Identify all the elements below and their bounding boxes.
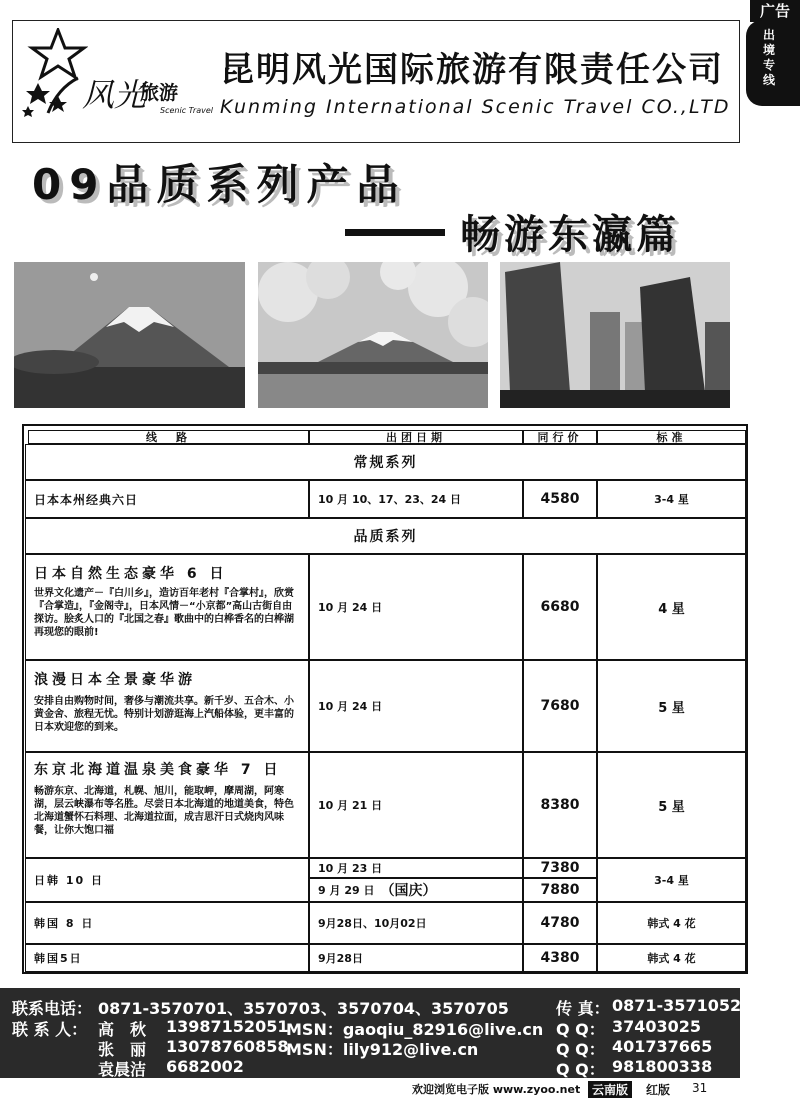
company-name-en: Kunming International Scenic Travel CO.,LTD [220, 96, 731, 118]
qq-label: Q Q： [556, 1060, 605, 1079]
contact-footer [0, 988, 740, 1078]
fax-label: 传 真： [556, 999, 610, 1018]
route-description: 世界文化遗产－『白川乡』，造访百年老村『合掌村』，欣赏『合掌造』，『金阁寺』，日本风情－“小京都”高山古街自由探访。脍炙人口的『北国之春』歌曲中的白桦香名的白桦湖再现您的眼前! [34, 588, 294, 638]
contact-phone: 6682002 [166, 1057, 244, 1076]
price-b: 7880 [523, 878, 597, 902]
route-cell [25, 660, 309, 752]
page-number: 31 [692, 1081, 708, 1095]
departure-date-b-cell [309, 878, 523, 902]
tokyo-city-photo [500, 262, 730, 408]
logo-en-text: Scenic Travel [160, 106, 213, 115]
section-regular: 常规系列 [25, 444, 746, 480]
contact-msn: MSN：lily912@live.cn [286, 1040, 479, 1059]
route-name: 日韩 10 日 [25, 858, 309, 902]
contact-phone: 13078760858 [166, 1037, 289, 1056]
contact-phone: 13987152051 [166, 1017, 289, 1036]
company-name-cn: 昆明风光国际旅游有限责任公司 [220, 50, 724, 90]
qq-label: Q Q： [556, 1020, 605, 1039]
contact-name: 高 秋 [98, 1020, 147, 1039]
price: 7680 [523, 660, 597, 752]
contact-msn: MSN：gaoqiu_82916@live.cn [286, 1020, 544, 1039]
section-quality: 品质系列 [25, 518, 746, 554]
price: 4380 [523, 944, 597, 972]
departure-dates: 9月28日 [309, 944, 523, 972]
title-dash [345, 229, 445, 236]
price: 4580 [523, 480, 597, 518]
contact-label: 联 系 人： [12, 1020, 88, 1039]
contact-name: 张 丽 [98, 1040, 147, 1059]
standard: 3-4 星 [597, 480, 746, 518]
departure-dates: 10 月 24 日 [309, 554, 523, 660]
star-logo-icon [18, 28, 88, 118]
standard: 5 星 [597, 660, 746, 752]
tour-table [22, 424, 748, 974]
tel-numbers: 0871-3570701、3570703、3570704、3570705 [98, 999, 509, 1018]
route-cell [25, 554, 309, 660]
header-standard: 标准 [597, 430, 746, 444]
departure-dates: 10 月 10、17、23、24 日 [309, 480, 523, 518]
version-label: 红版 [646, 1083, 671, 1097]
edition-label: 云南版 [588, 1081, 632, 1098]
qq-number: 401737665 [612, 1037, 713, 1056]
route-name: 韩国 8 日 [25, 902, 309, 944]
tel-label: 联系电话： [12, 999, 93, 1018]
logo-text: 风光 [82, 76, 147, 114]
national-day-note: （国庆） [380, 883, 437, 899]
contact-name: 袁晨洁 [98, 1060, 147, 1079]
standard: 5 星 [597, 752, 746, 858]
main-title: 09品质系列产品 [32, 160, 407, 209]
qq-number: 37403025 [612, 1017, 702, 1036]
route-name: 东京北海道温泉美食豪华 7 日 [34, 762, 282, 778]
website-note: 欢迎浏览电子版 www.zyoo.net [412, 1083, 581, 1096]
route-description: 安排自由购物时间，奢侈与潮流共享。新千岁、五合木、小黄金舍、旅程无忧。特别计划游逛海上汽船体验，更丰富的日本欢迎您的到来。 [34, 696, 294, 733]
mount-fuji-photo [14, 262, 245, 408]
side-tab-label: 出境专线 [763, 28, 776, 87]
route-name: 韩国5日 [25, 944, 309, 972]
route-name: 日本自然生态豪华 6 日 [34, 566, 228, 582]
departure-dates: 9月28日、10月02日 [309, 902, 523, 944]
route-cell [25, 752, 309, 858]
standard: 韩式 4 花 [597, 944, 746, 972]
header-price: 同行价 [523, 430, 597, 444]
side-tab [746, 20, 800, 106]
price: 6680 [523, 554, 597, 660]
qq-label: Q Q： [556, 1040, 605, 1059]
price: 8380 [523, 752, 597, 858]
ad-tag: 广告 [750, 0, 800, 22]
standard: 3-4 星 [597, 858, 746, 902]
logo-sub-text: 旅游 [140, 82, 179, 104]
qq-number: 981800338 [612, 1057, 713, 1076]
fuji-cherry-blossom-photo [258, 262, 488, 408]
departure-dates: 10 月 21 日 [309, 752, 523, 858]
route-description: 畅游东京、北海道，札幌、旭川，能取岬，摩周湖，阿寒湖，层云峡瀑布等名胜。尽尝日本北海道的地道美食，特色北海道蟹怀石料理、北海道拉面，成吉思汗日式烧肉风味餐，让你大饱口福 [34, 786, 294, 836]
price: 4780 [523, 902, 597, 944]
header-dates: 出团日期 [309, 430, 523, 444]
standard: 4 星 [597, 554, 746, 660]
standard: 韩式 4 花 [597, 902, 746, 944]
header-route: 线 路 [28, 430, 309, 444]
route-name: 浪漫日本全景豪华游 [34, 672, 196, 688]
departure-date-b: 9 月 29 日 [318, 884, 375, 897]
price-a: 7380 [523, 858, 597, 878]
departure-dates: 10 月 24 日 [309, 660, 523, 752]
sub-title: 畅游东瀛篇 [460, 212, 680, 258]
departure-date-a: 10 月 23 日 [309, 858, 523, 878]
route-name: 日本本州经典六日 [25, 480, 309, 518]
fax-number: 0871-3571052 [612, 996, 742, 1015]
